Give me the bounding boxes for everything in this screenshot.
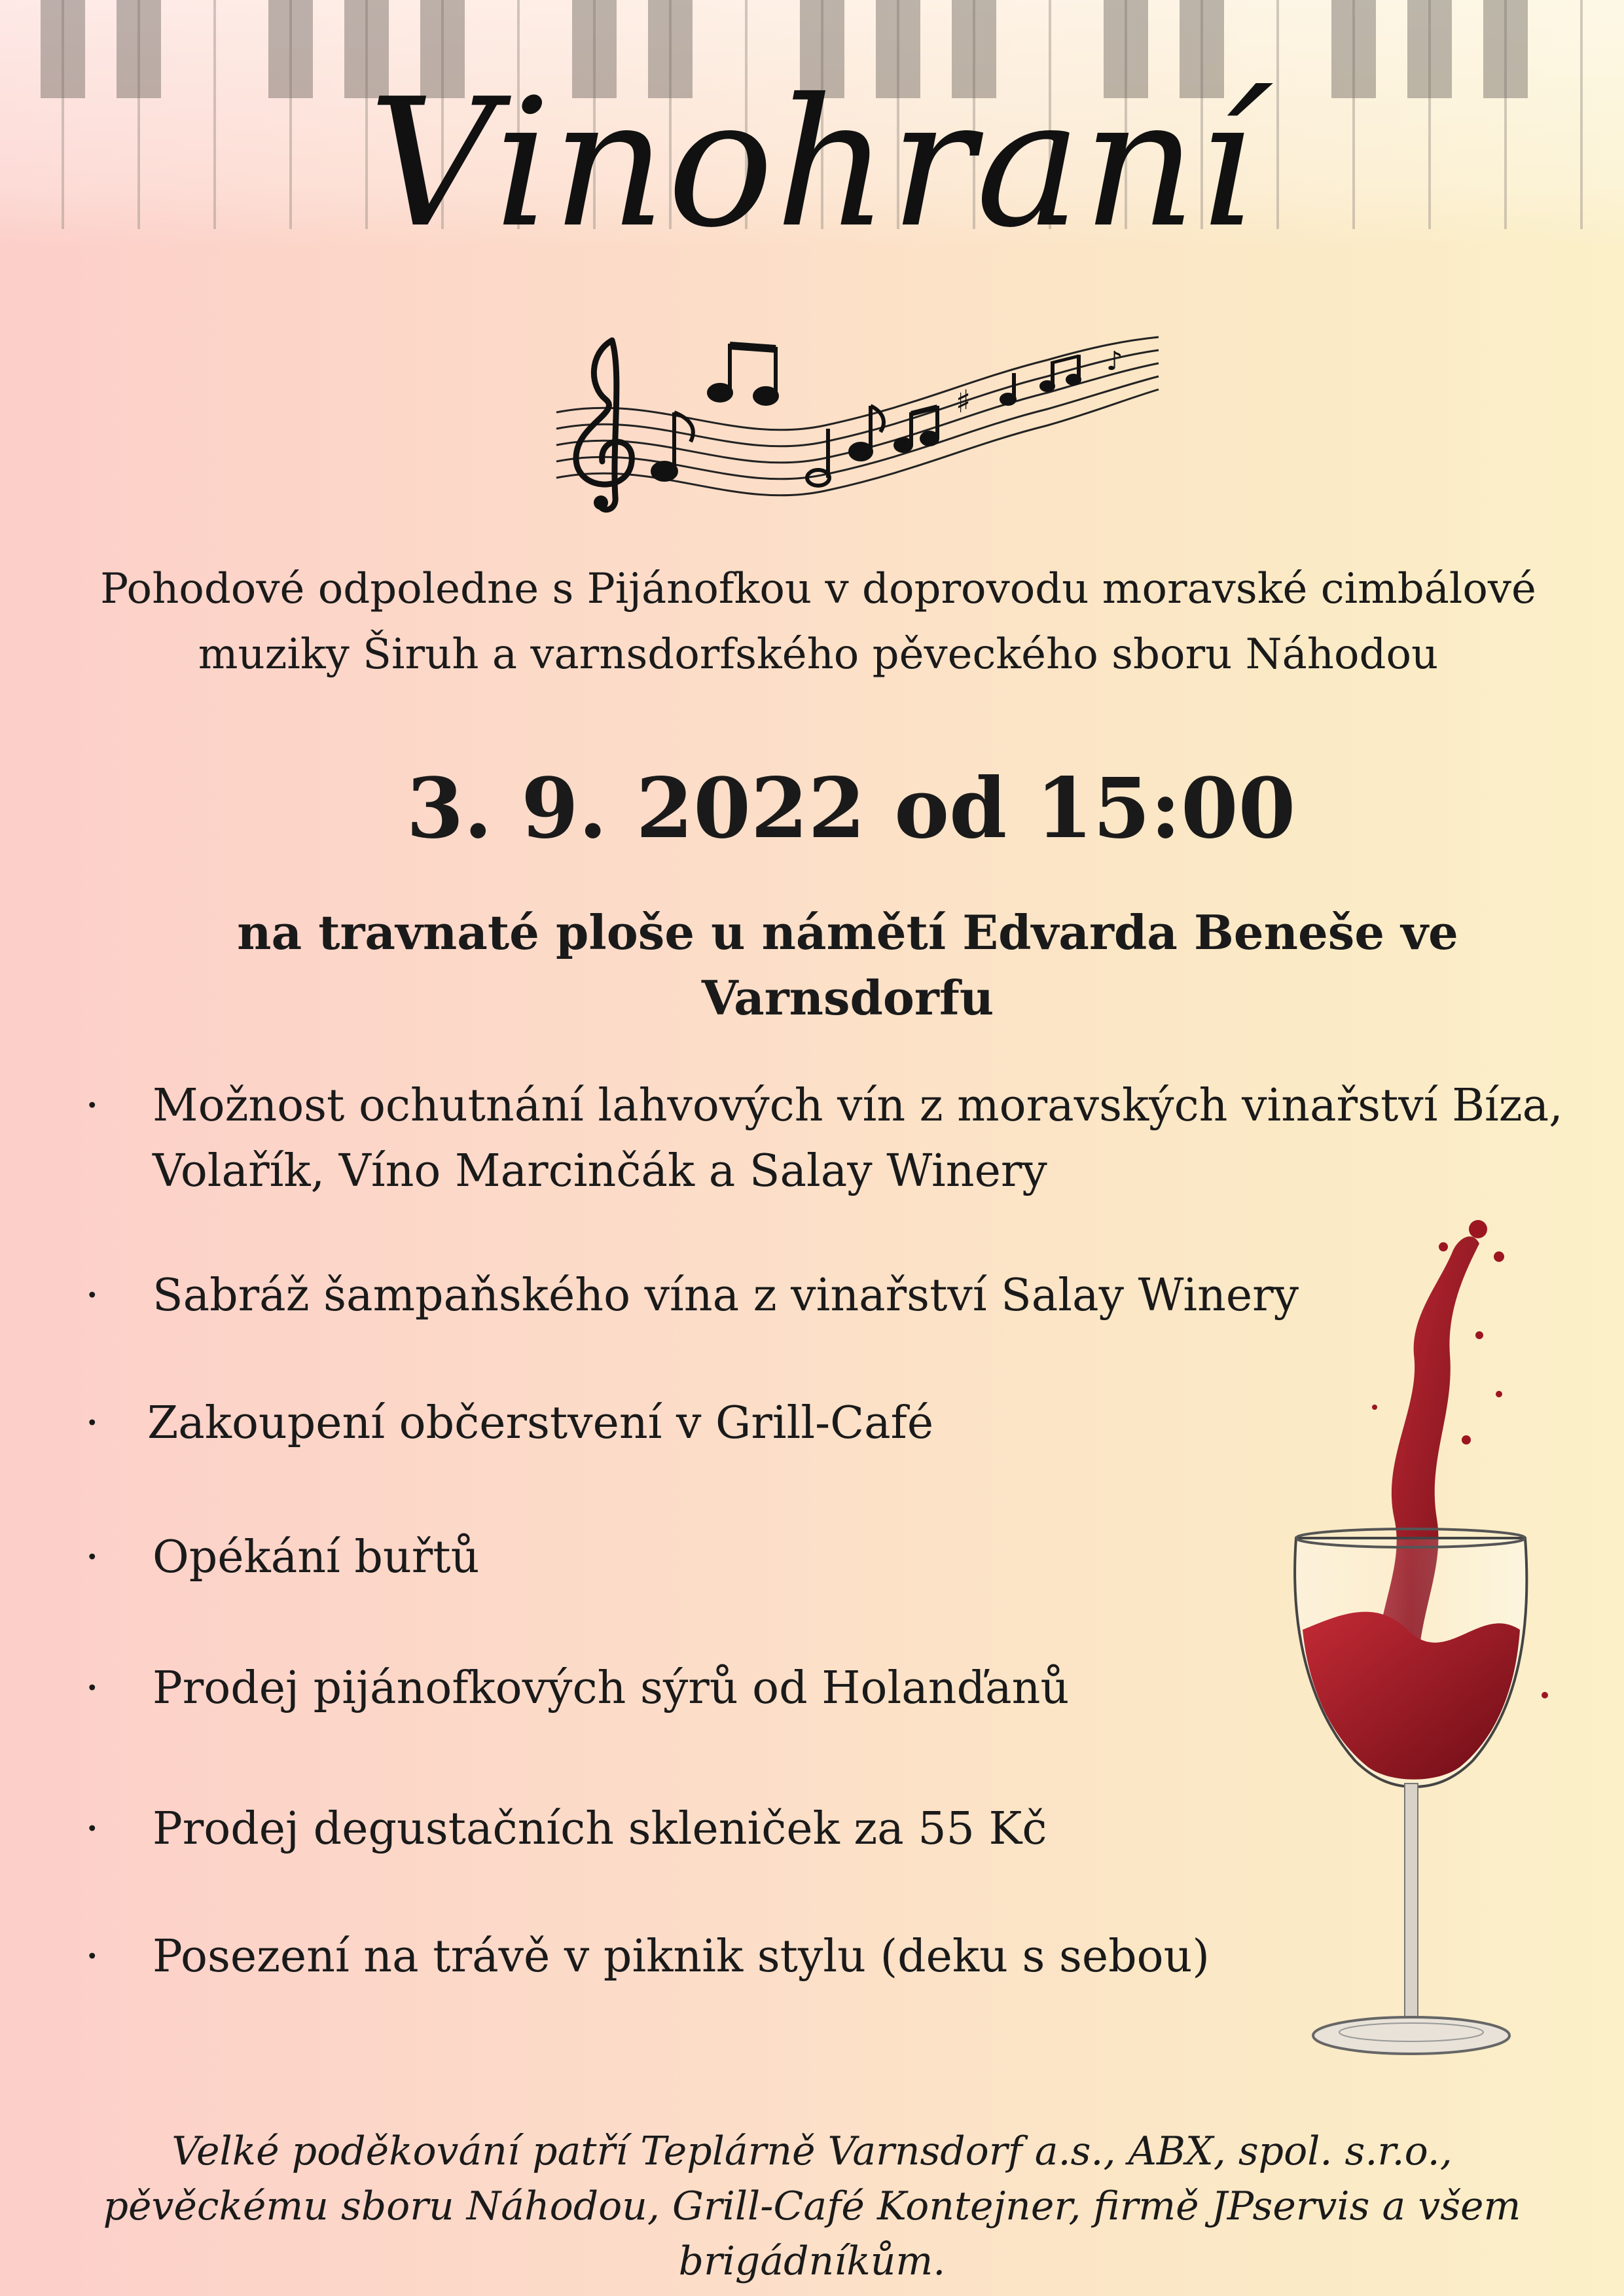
- svg-text:♪: ♪: [1106, 346, 1123, 376]
- event-subtitle: [98, 556, 1538, 687]
- feature-text: [153, 1073, 1579, 1204]
- event-datetime: 3. 9. 2022 od 15:00: [406, 760, 1296, 857]
- feature-text: Sabráž šampaňského vína z vinařství Salay Winery: [153, 1270, 1299, 1321]
- feature-text: Prodej pijánofkových sýrů od Holanďanů: [153, 1662, 1070, 1714]
- bullet: ·: [85, 1397, 99, 1449]
- bullet: ·: [85, 1080, 99, 1132]
- subtitle-line: Pohodové odpoledne s Pijánofkou v doprovodu moravské cimbálové: [100, 565, 1536, 613]
- svg-text:♯: ♯: [956, 384, 971, 420]
- thanks-line: Velké poděkování patří Teplárně Varnsdorf a.s., ABX, spol. s.r.o.,: [171, 2128, 1453, 2174]
- bullet: ·: [85, 1532, 99, 1583]
- bullet: ·: [85, 1931, 99, 1982]
- feature-text: Prodej degustačních skleniček za 55 Kč: [153, 1803, 1047, 1855]
- wine-glass-icon: [1283, 1211, 1558, 2101]
- bullet: ·: [85, 1270, 99, 1321]
- thanks-line: pěvěckému sboru Náhodou, Grill-Café Kontejner, firmě JPservis a všem brigádníkům.: [103, 2183, 1521, 2284]
- feature-line: Volařík, Víno Marcinčák a Salay Winery: [153, 1145, 1047, 1197]
- feature-line: Možnost ochutnání lahvových vín z moravských vinařství Bíza,: [153, 1080, 1563, 1132]
- feature-text: Zakoupení občerstvení v Grill-Café: [147, 1397, 934, 1449]
- event-location: na travnaté ploše u námětí Edvarda Beneše ve Varnsdorfu: [237, 905, 1458, 1026]
- subtitle-line: muziky Širuh a varnsdorfského pěveckého sboru Náhodou: [198, 630, 1439, 679]
- music-notes-icon: [550, 314, 1172, 517]
- event-title: Vinohraní: [368, 60, 1256, 266]
- bullet: ·: [85, 1662, 99, 1714]
- feature-text: Opékání buřtů: [153, 1532, 480, 1583]
- bullet: ·: [85, 1803, 99, 1855]
- feature-text: Posezení na trávě v piknik stylu (deku s sebou): [153, 1931, 1210, 1982]
- acknowledgements: [0, 2124, 1624, 2289]
